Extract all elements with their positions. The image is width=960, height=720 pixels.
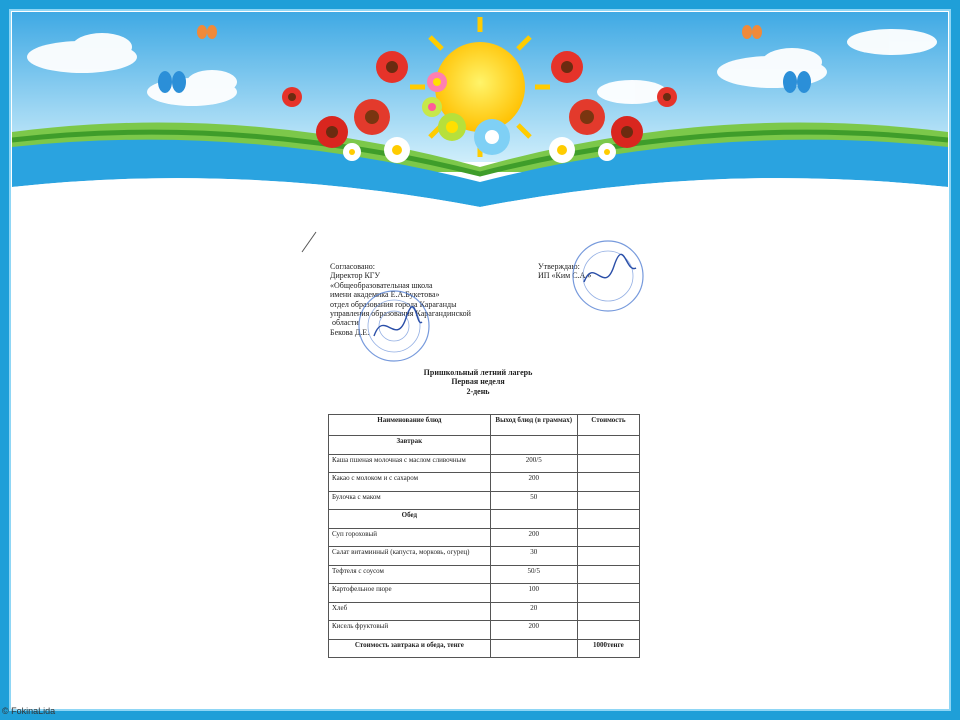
section-title: Завтрак <box>329 436 491 455</box>
document-title <box>388 368 568 396</box>
approval-line: области <box>330 318 359 328</box>
table-row <box>329 584 640 603</box>
table-row <box>329 473 640 492</box>
section-row <box>329 436 640 455</box>
dish-weight: 200 <box>490 621 577 640</box>
approval-line: Бекова Д.Е. <box>330 327 370 337</box>
approval-line: Согласовано: <box>330 262 376 271</box>
table-row <box>329 547 640 566</box>
copyright-text: © FokinaLida <box>2 706 56 716</box>
approval-line: отдел образования города Караганды <box>330 299 457 309</box>
ip-stamp <box>570 238 646 314</box>
column-header: Стоимость <box>577 415 639 436</box>
dish-weight: 200 <box>490 473 577 492</box>
table-row <box>329 621 640 640</box>
total-value: 1000тенге <box>577 639 639 658</box>
dish-name: Булочка с маком <box>329 491 491 510</box>
column-header: Выход блюд (в граммах) <box>490 415 577 436</box>
section-row <box>329 510 640 529</box>
scanned-menu-document <box>298 228 660 649</box>
approval-line: Утверждаю: <box>538 262 580 271</box>
total-row <box>329 639 640 658</box>
dish-name: Хлеб <box>329 602 491 621</box>
approval-line: Директор КГУ <box>330 271 381 281</box>
school-stamp <box>356 288 432 364</box>
dish-name: Суп гороховый <box>329 528 491 547</box>
dish-name: Салат витаминный (капуста, морковь, огурец) <box>329 547 491 566</box>
table-header-row <box>329 415 640 436</box>
dish-weight: 50 <box>490 491 577 510</box>
approval-line: ИП «Ким С.А.» <box>538 271 592 281</box>
approval-line: «Общеобразовательная школа <box>330 280 433 290</box>
dish-name: Кисель фруктовый <box>329 621 491 640</box>
table-row <box>329 454 640 473</box>
title-line: 2-день <box>466 386 490 396</box>
dish-name: Картофельное пюре <box>329 584 491 603</box>
table-row <box>329 528 640 547</box>
section-title: Обед <box>329 510 491 529</box>
table-row <box>329 565 640 584</box>
dish-weight: 200/5 <box>490 454 577 473</box>
approval-line: имени академика Е.А.Букетова» <box>330 290 440 300</box>
table-row <box>329 491 640 510</box>
dish-name: Какао с молоком и с сахаром <box>329 473 491 492</box>
title-line: Первая неделя <box>451 377 505 387</box>
dish-weight: 100 <box>490 584 577 603</box>
total-label: Стоимость завтрака и обеда, тенге <box>329 639 491 658</box>
dish-weight: 50/5 <box>490 565 577 584</box>
approval-line: управления образования Карагандинской <box>330 309 471 319</box>
column-header: Наименование блюд <box>329 415 491 436</box>
title-line: Пришкольный летний лагерь <box>423 368 533 377</box>
dish-name: Тефтеля с соусом <box>329 565 491 584</box>
dish-weight: 20 <box>490 602 577 621</box>
scan-mark <box>298 228 328 258</box>
menu-table <box>328 414 640 658</box>
dish-weight: 30 <box>490 547 577 566</box>
dish-weight: 200 <box>490 528 577 547</box>
summer-banner <box>12 12 948 212</box>
dish-name: Каша пшеная молочная с маслом сливочным <box>329 454 491 473</box>
table-row <box>329 602 640 621</box>
